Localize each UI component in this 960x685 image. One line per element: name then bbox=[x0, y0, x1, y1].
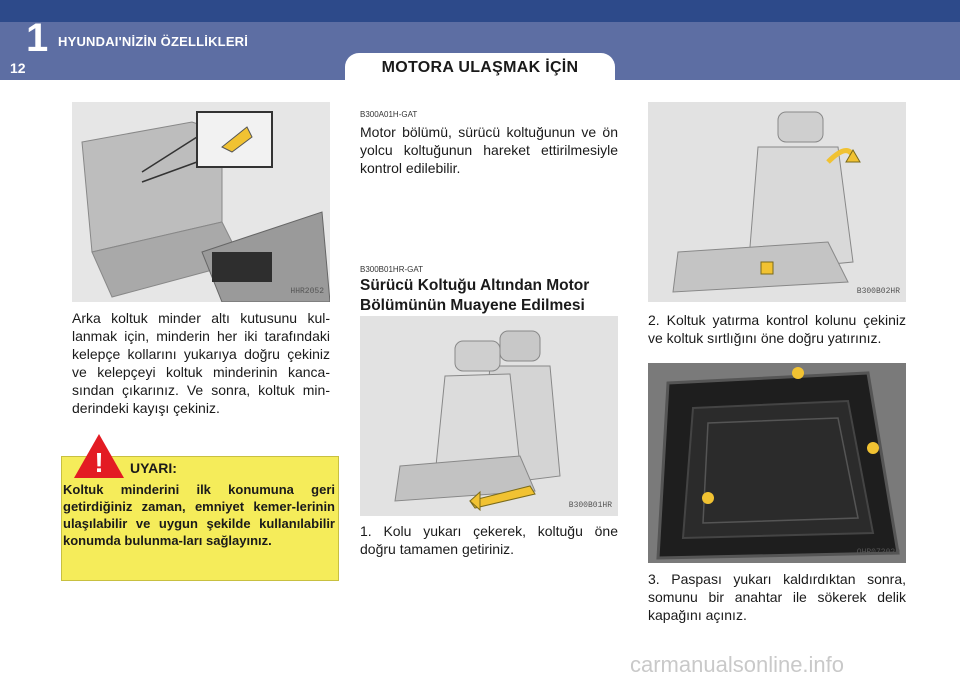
intro-paragraph: Motor bölümü, sürücü koltuğunun ve ön yolcu koltuğunun hareket ettirilmesiyle kontrol edilebilir. bbox=[360, 124, 618, 176]
warning-title: UYARI: bbox=[130, 460, 177, 476]
rear-seat-paragraph: Arka koltuk minder altı kutusunu kul-lanmak için, minderin her iki tarafındaki kelepçe kollarını yukarıya doğru çekiniz ve kelepçeyi koltuk minderinin kanca-sından çıkarınız. Ve sonra, koltuk min-derindeki kayışı çekiniz. bbox=[72, 310, 330, 416]
seat-recline-illustration bbox=[648, 102, 906, 302]
step-number: 3. bbox=[648, 571, 660, 587]
step-text: Paspası yukarı kaldırdıktan sonra, somunu bir anahtar ile sökerek delik kapağını açınız. bbox=[648, 571, 906, 623]
step-number: 2. bbox=[648, 312, 660, 328]
image-code: OHR072029 bbox=[856, 548, 900, 557]
driver-seat-image bbox=[360, 316, 618, 516]
doc-code: B300A01H-GAT bbox=[360, 110, 418, 119]
image-code: B300B01HR bbox=[568, 501, 612, 510]
rear-seat-image bbox=[72, 102, 330, 302]
step-number: 1. bbox=[360, 523, 372, 539]
subheading: Sürücü Koltuğu Altından Motor Bölümünün Muayene Edilmesi bbox=[360, 277, 590, 314]
image-code: HHR2052 bbox=[290, 287, 324, 296]
rear-seat-illustration bbox=[72, 102, 330, 302]
chapter-number: 1 bbox=[26, 16, 49, 60]
section-title: MOTORA ULAŞMAK İÇİN bbox=[381, 59, 579, 76]
driver-seat-illustration bbox=[360, 316, 618, 516]
step-text: Kolu yukarı çekerek, koltuğu öne doğru tamamen getiriniz. bbox=[360, 523, 618, 557]
page-number: 12 bbox=[10, 60, 26, 76]
seat-recline-image bbox=[648, 102, 906, 302]
step-text: Koltuk yatırma kontrol kolunu çekiniz ve koltuk sırtlığını öne doğru yatırınız. bbox=[648, 312, 907, 346]
doc-code: B300B01HR-GAT bbox=[360, 265, 423, 274]
footer-watermark: carmanualsonline.info bbox=[630, 652, 845, 677]
image-code: B300B02HR bbox=[856, 287, 900, 296]
warning-triangle-icon bbox=[72, 432, 126, 480]
floor-panel-image bbox=[648, 363, 906, 563]
step-3 bbox=[648, 570, 906, 624]
svg-text:!: ! bbox=[94, 447, 104, 478]
section-tab bbox=[345, 53, 615, 85]
warning-text: Koltuk minderini ilk konumuna geri getirdiğiniz zaman, emniyet kemer-lerinin ulaşılabilir ve uygun şekilde kullanılabilir konumda bulunma-ları sağlayınız. bbox=[63, 482, 335, 548]
chapter-title: HYUNDAI'NİZİN ÖZELLİKLERİ bbox=[58, 34, 249, 49]
page-header bbox=[0, 0, 960, 80]
floor-panel-illustration bbox=[648, 363, 906, 563]
step-2 bbox=[648, 311, 906, 347]
step-1 bbox=[360, 522, 618, 558]
